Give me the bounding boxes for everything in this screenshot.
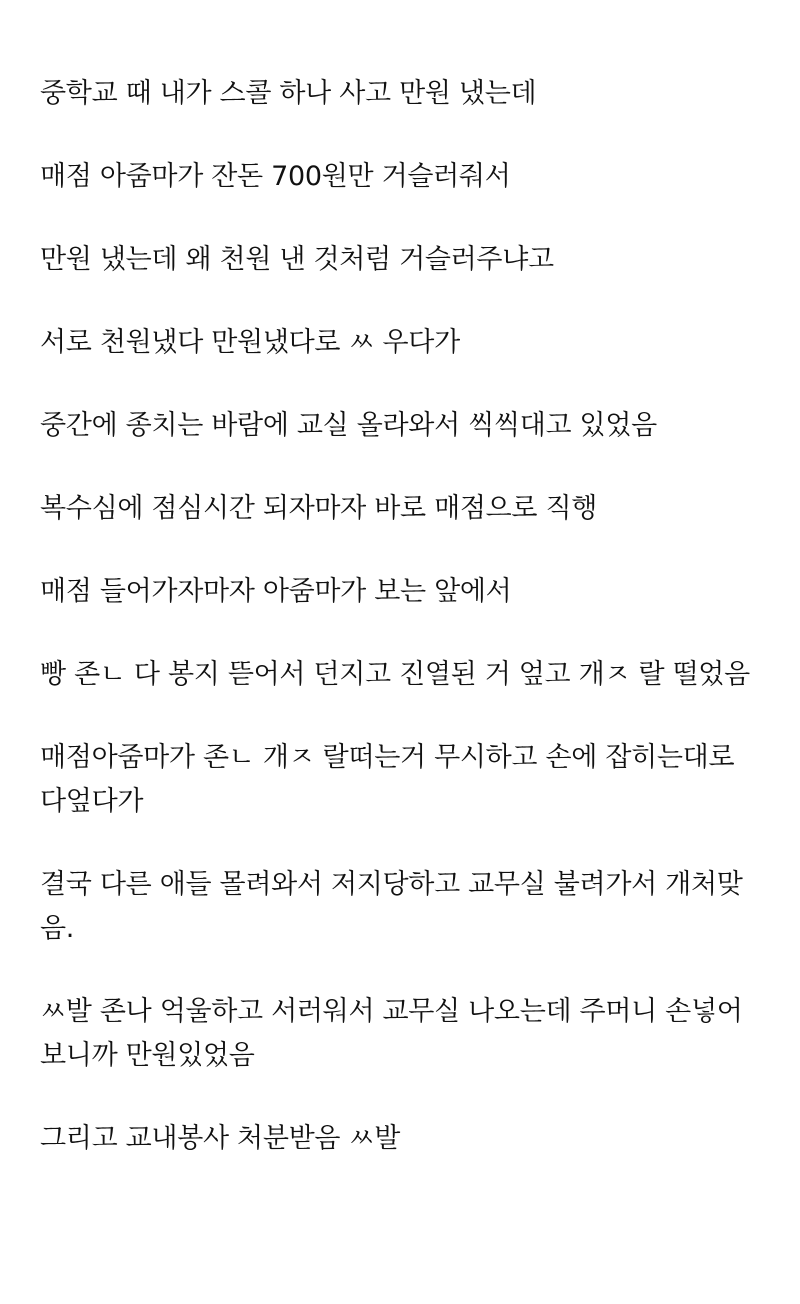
text-line: 중학교 때 내가 스콜 하나 사고 만원 냈는데 <box>40 78 537 109</box>
paragraph-10 <box>40 863 770 951</box>
paragraph-5 <box>40 404 770 448</box>
text-line: 매점 들어가자마자 아줌마가 보는 앞에서 <box>40 576 512 607</box>
text-line: 매점아줌마가 존ㄴ 개ㅈ 랄떠는거 무시하고 손에 잡히는대로 <box>40 742 735 773</box>
paragraph-2 <box>40 155 770 199</box>
text-line: 만원 냈는데 왜 천원 낸 것처럼 거슬러주냐고 <box>40 244 554 275</box>
text-line: 매점 아줌마가 잔돈 700원만 거슬러줘서 <box>40 161 511 192</box>
paragraph-12 <box>40 1117 770 1161</box>
paragraph-1 <box>40 72 770 116</box>
paragraph-6 <box>40 487 770 531</box>
text-line: ㅆ발 존나 억울하고 서러워서 교무실 나오는데 주머니 손넣어 <box>40 996 743 1027</box>
paragraph-11 <box>40 990 770 1078</box>
text-line: 다엎다가 <box>40 786 144 817</box>
text-line: 복수심에 점심시간 되자마자 바로 매점으로 직행 <box>40 493 598 524</box>
text-line: 중간에 종치는 바람에 교실 올라와서 씩씩대고 있었음 <box>40 410 657 441</box>
text-line: 서로 천원냈다 만원냈다로 ㅆ 우다가 <box>40 327 460 358</box>
text-line: 그리고 교내봉사 처분받음 ㅆ발 <box>40 1123 401 1154</box>
post-body <box>40 72 770 1200</box>
text-line: 빵 존ㄴ 다 봉지 뜯어서 던지고 진열된 거 엎고 개ㅈ 랄 떨었음 <box>40 659 750 690</box>
paragraph-8 <box>40 653 770 697</box>
paragraph-7 <box>40 570 770 614</box>
paragraph-3 <box>40 238 770 282</box>
paragraph-9 <box>40 736 770 824</box>
text-line: 결국 다른 애들 몰려와서 저지당하고 교무실 불려가서 개처맞 <box>40 869 743 900</box>
text-line: 음. <box>40 913 75 944</box>
paragraph-4 <box>40 321 770 365</box>
text-line: 보니까 만원있었음 <box>40 1040 255 1071</box>
